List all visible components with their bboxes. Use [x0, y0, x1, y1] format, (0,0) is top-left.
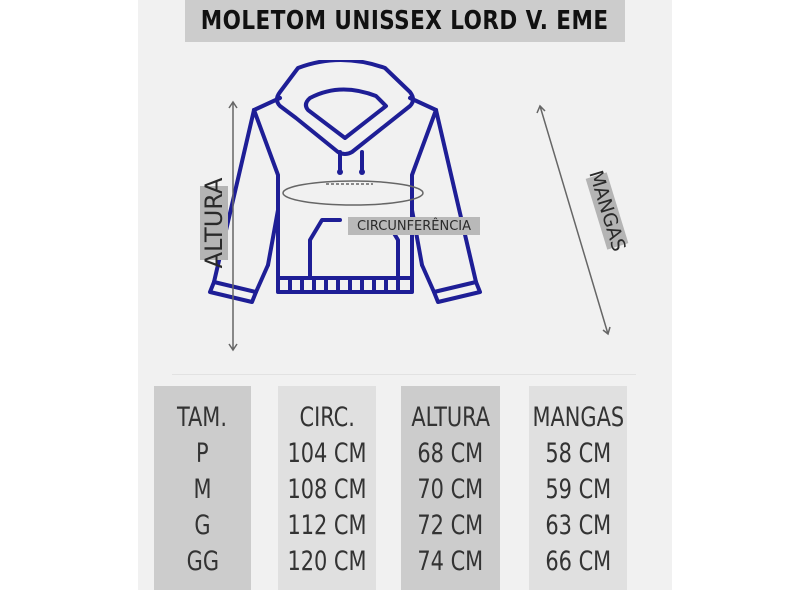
table-cell: 70 CM: [417, 474, 484, 505]
table-cell: 58 CM: [545, 438, 611, 469]
title-bar: [185, 0, 625, 42]
table-cell: 74 CM: [417, 546, 484, 577]
table-cell: P: [196, 438, 209, 469]
divider: [172, 374, 636, 375]
column-header: ALTURA: [411, 402, 490, 433]
table-cell: 66 CM: [545, 546, 611, 577]
table-cell: 120 CM: [287, 546, 367, 577]
column-mangas: [529, 386, 627, 590]
column-altura: [401, 386, 500, 590]
column-header: CIRC.: [299, 402, 355, 433]
table-cell: 104 CM: [287, 438, 367, 469]
table-cell: 68 CM: [417, 438, 484, 469]
circunferencia-label: CIRCUNFERÊNCIA: [348, 217, 480, 235]
hoodie-diagram: [190, 60, 620, 370]
table-cell: G: [194, 510, 211, 541]
table-cell: 72 CM: [417, 510, 484, 541]
product-title: MOLETOM UNISSEX LORD V. EME: [201, 6, 609, 36]
column-header: TAM.: [177, 402, 228, 433]
altura-label: ALTURA: [200, 177, 228, 269]
table-cell: 63 CM: [545, 510, 611, 541]
mangas-label: MANGAS: [584, 167, 630, 255]
column-header: MANGAS: [532, 402, 624, 433]
table-cell: GG: [186, 546, 219, 577]
table-cell: 112 CM: [287, 510, 367, 541]
table-cell: 59 CM: [545, 474, 611, 505]
table-cell: 108 CM: [287, 474, 367, 505]
table-cell: M: [193, 474, 212, 505]
column-circunferencia: [278, 386, 376, 590]
column-tamanho: [154, 386, 251, 590]
